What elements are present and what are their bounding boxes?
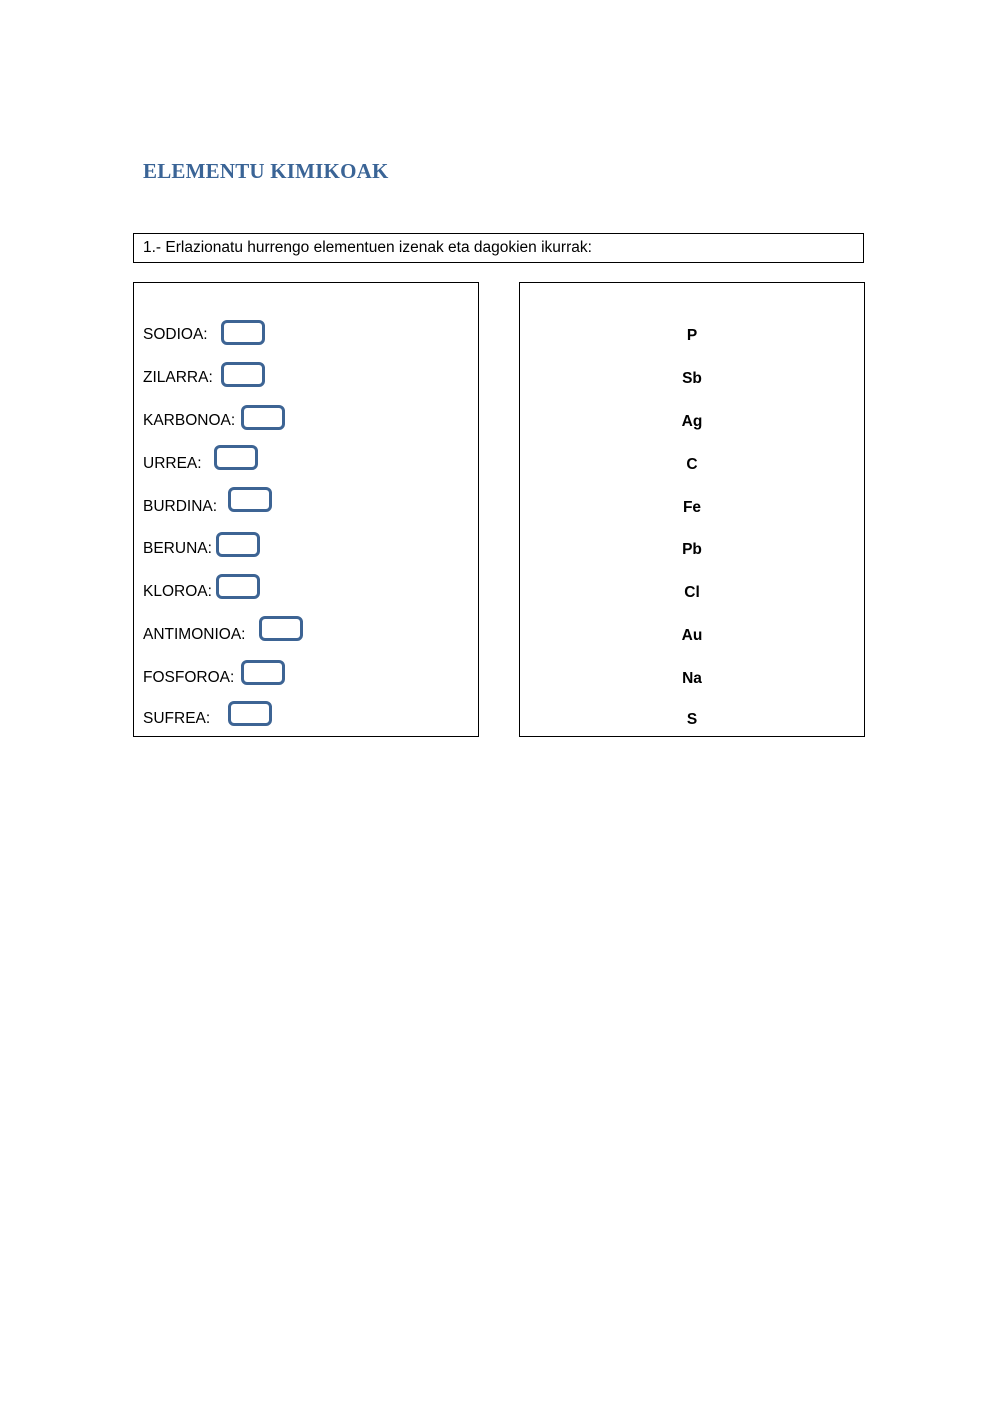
symbol-item[interactable]: Fe: [682, 499, 702, 516]
page-title: ELEMENTU KIMIKOAK: [143, 159, 389, 183]
name-row-sodioa: [143, 321, 208, 349]
name-row-karbonoa: [143, 407, 235, 435]
symbol-item[interactable]: Ag: [681, 413, 703, 430]
symbol-item[interactable]: C: [686, 456, 698, 473]
answer-box-sufrea[interactable]: [228, 701, 272, 726]
answer-box-sodioa[interactable]: [221, 320, 265, 345]
name-row-zilarra: [143, 364, 213, 392]
name-row-urrea: [143, 450, 202, 478]
name-row-sufrea: [143, 705, 210, 733]
symbol-item[interactable]: Sb: [682, 370, 702, 387]
name-label: ANTIMONIOA:: [143, 626, 246, 643]
answer-box-zilarra[interactable]: [221, 362, 265, 387]
instruction-text: 1.- Erlazionatu hurrengo elementuen izenak eta dagokien ikurrak:: [143, 239, 592, 256]
name-label: ZILARRA:: [143, 369, 213, 386]
answer-box-urrea[interactable]: [214, 445, 258, 470]
answer-box-kloroa[interactable]: [216, 574, 260, 599]
name-label: SUFREA:: [143, 710, 211, 727]
answer-box-beruna[interactable]: [216, 532, 260, 557]
symbol-item[interactable]: Au: [681, 627, 703, 644]
name-row-burdina: [143, 493, 217, 521]
name-row-beruna: [143, 535, 212, 563]
element-symbols-panel: [519, 282, 865, 737]
name-row-fosforoa: [143, 664, 234, 692]
element-names-panel: [133, 282, 479, 737]
name-label: BERUNA:: [143, 540, 212, 557]
name-label: KARBONOA:: [143, 412, 236, 429]
symbol-item[interactable]: S: [686, 711, 698, 728]
answer-box-burdina[interactable]: [228, 487, 272, 512]
symbol-item[interactable]: Cl: [684, 584, 700, 601]
name-label: URREA:: [143, 455, 202, 472]
name-label: FOSFOROA:: [143, 669, 235, 686]
name-label: KLOROA:: [143, 583, 212, 600]
name-row-antimonioa: [143, 621, 245, 649]
instruction-box: [133, 233, 864, 263]
answer-box-karbonoa[interactable]: [241, 405, 285, 430]
name-label: SODIOA:: [143, 326, 208, 343]
symbol-item[interactable]: Na: [682, 670, 702, 687]
name-label: BURDINA:: [143, 498, 218, 515]
answer-box-antimonioa[interactable]: [259, 616, 303, 641]
symbol-item[interactable]: Pb: [682, 541, 702, 558]
answer-box-fosforoa[interactable]: [241, 660, 285, 685]
symbol-item[interactable]: P: [686, 327, 698, 344]
name-row-kloroa: [143, 578, 212, 606]
